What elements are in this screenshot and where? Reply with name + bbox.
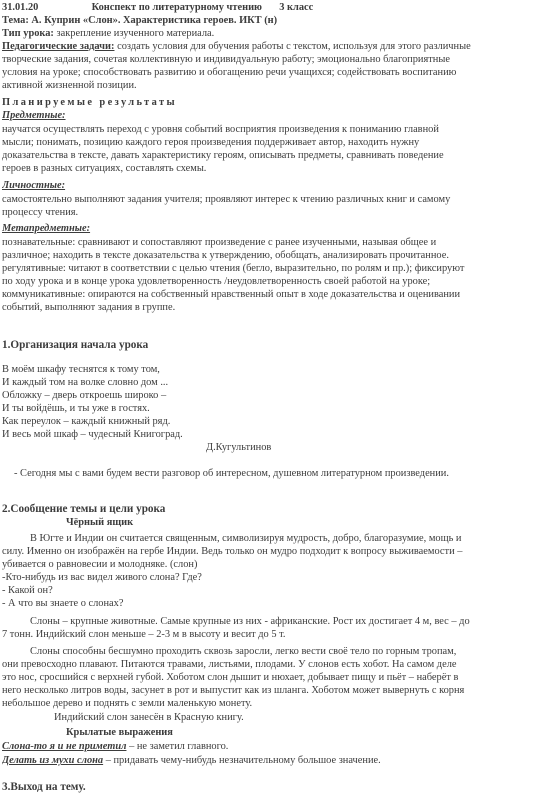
paragraph-line: это нос, сросшийся с верхней губой. Хоботом слон дышит и нюхает, добывает пищу и пьёт – наберёт в	[2, 672, 459, 683]
phrase-line	[2, 755, 542, 767]
paragraph-line: В Югте и Индии он считается священным, символизируя мудрость, добро, благоразумие, мощь и	[30, 533, 462, 544]
goals-line: условия на уроке; способствовать развитию и обогащению речи учащихся; содействовать воспитанию	[2, 67, 457, 78]
subject-text: мысли; понимать, позицию каждого героя произведения поддерживает автор, находить нужну	[2, 137, 420, 148]
section3-heading: 3.Выход на тему.	[2, 781, 86, 793]
paragraph-line: Слоны – крупные животные. Самые крупные из них - африканские. Рост их достигает 4 м, вес – до	[30, 616, 470, 627]
question-line: -Кто-нибудь из вас видел живого слона? Где?	[2, 572, 202, 583]
phrases-heading: Крылатые выражения	[66, 727, 173, 738]
goals-label: Педагогические задачи:	[2, 41, 115, 52]
header-line	[2, 2, 542, 14]
phrase-term: Слона-то я и не приметил	[2, 741, 127, 752]
paragraph-line: Индийский слон занесён в Красную книгу.	[54, 712, 244, 723]
phrase-line	[2, 741, 542, 753]
meta-text: событий, выполняют задания в группе.	[2, 302, 176, 313]
poem-line: И весь мой шкаф – чудесный Книгоград.	[2, 429, 183, 440]
personal-text: самостоятельно выполняют задания учителя; проявляют интерес к чтению различных книг и самому	[2, 194, 451, 205]
personal-text: процессу чтения.	[2, 207, 79, 218]
black-box-heading: Чёрный ящик	[66, 517, 134, 528]
lesson-type-label: Тип урока:	[2, 28, 54, 39]
goals-line: творческие задания, сочетая коллективную и индивидуальную работу; эмоционально благоприятные	[2, 54, 450, 65]
poem-line: В моём шкафу теснятся к тому том,	[2, 364, 160, 375]
paragraph-line: 7 тонн. Индийский слон меньше – 2-3 м в высоту и весит до 5 т.	[2, 629, 286, 640]
paragraph-line: небольшое дерево и поднять с земли маленькую монету.	[2, 698, 253, 709]
subject-text: героев в разных ситуациях, составлять схемы.	[2, 163, 207, 174]
grade: 3 класс	[279, 2, 314, 13]
question-line: - А что вы знаете о слонах?	[2, 598, 124, 609]
paragraph-line: него несколько литров воды, засунет в рот и выпустит как из шланга. Хоботом может вывернуть с корня	[2, 685, 465, 696]
results-heading: Планируемые результаты	[2, 97, 177, 108]
lesson-type-value: закрепление изученного материала.	[56, 28, 215, 39]
meta-label: Метапредметные:	[2, 223, 91, 234]
subject-text: научатся осуществлять переход с уровня событий восприятия произведения к пониманию главной	[2, 124, 439, 135]
meta-text: различное; находить в тексте доказательства к утверждению, обобщать, анализировать прочитанное.	[2, 250, 449, 261]
paragraph-line: силу. Именно он изображён на гербе Индии. Ведь только он мудро подходит к вопросу выживаемости –	[2, 546, 463, 557]
subject-label: Предметные:	[2, 110, 66, 121]
poem-author: Д.Кугультинов	[206, 442, 272, 453]
poem-line: И ты войдёшь, и ты уже в гостях.	[2, 403, 150, 414]
paragraph-line: убивается о равновесии и молодняке. (слон)	[2, 559, 198, 570]
personal-label: Личностные:	[2, 180, 66, 191]
meta-text: познавательные: сравнивают и сопоставляют произведение с ранее изученными, называя общее и	[2, 237, 437, 248]
paragraph-line: Слоны способны бесшумно проходить сквозь заросли, легко вести своё тело по горным тропам,	[30, 646, 457, 657]
paragraph-line: они превосходно плавают. Питаются травами, листьями, плодами. У слонов есть хобот. На самом деле	[2, 659, 457, 670]
subject-text: доказательства в тексте, давать характеристику героям, описывать предметы, сравнивать поведение	[2, 150, 444, 161]
date: 31.01.20	[2, 2, 39, 13]
goals-text: создать условия для обучения работы с текстом, используя для этого различные	[117, 41, 471, 52]
phrase-definition: – не заметил главного.	[126, 741, 229, 752]
section1-heading: 1.Организация начала урока	[2, 339, 149, 351]
poem-line: Как переулок – каждый книжный ряд.	[2, 416, 171, 427]
poem-line: И каждый том на волке словно дом ...	[2, 377, 169, 388]
question-line: - Какой он?	[2, 585, 53, 596]
teacher-line: - Сегодня мы с вами будем вести разговор об интересном, душевном литературном произведении.	[14, 468, 449, 479]
meta-text: коммуникативные: опираются на собственный нравственный опыт в ходе доказательства и оценивании	[2, 289, 461, 300]
phrase-definition: – придавать чему-нибудь незначительному большое значение.	[103, 755, 381, 766]
poem-line: Обложку – дверь откроешь широко –	[2, 390, 167, 401]
meta-text: по ходу урока и в конце урока удовлетворенность /неудовлетворенность своей работой на уроке;	[2, 276, 431, 287]
lesson-type	[2, 28, 542, 40]
topic: Тема: А. Куприн «Слон». Характеристика героев. ИКТ (н)	[2, 15, 278, 26]
goals-line	[2, 41, 542, 53]
meta-text: регулятивные: читают в соответствии с целью чтения (бегло, выразительно, по ролям и пр.); фиксируют	[2, 263, 465, 274]
summary-title: Конспект по литературному чтению	[91, 2, 262, 13]
section2-heading: 2.Сообщение темы и цели урока	[2, 503, 166, 515]
goals-line: активной жизненной позиции.	[2, 80, 137, 91]
phrase-term: Делать из мухи слона	[2, 755, 104, 766]
